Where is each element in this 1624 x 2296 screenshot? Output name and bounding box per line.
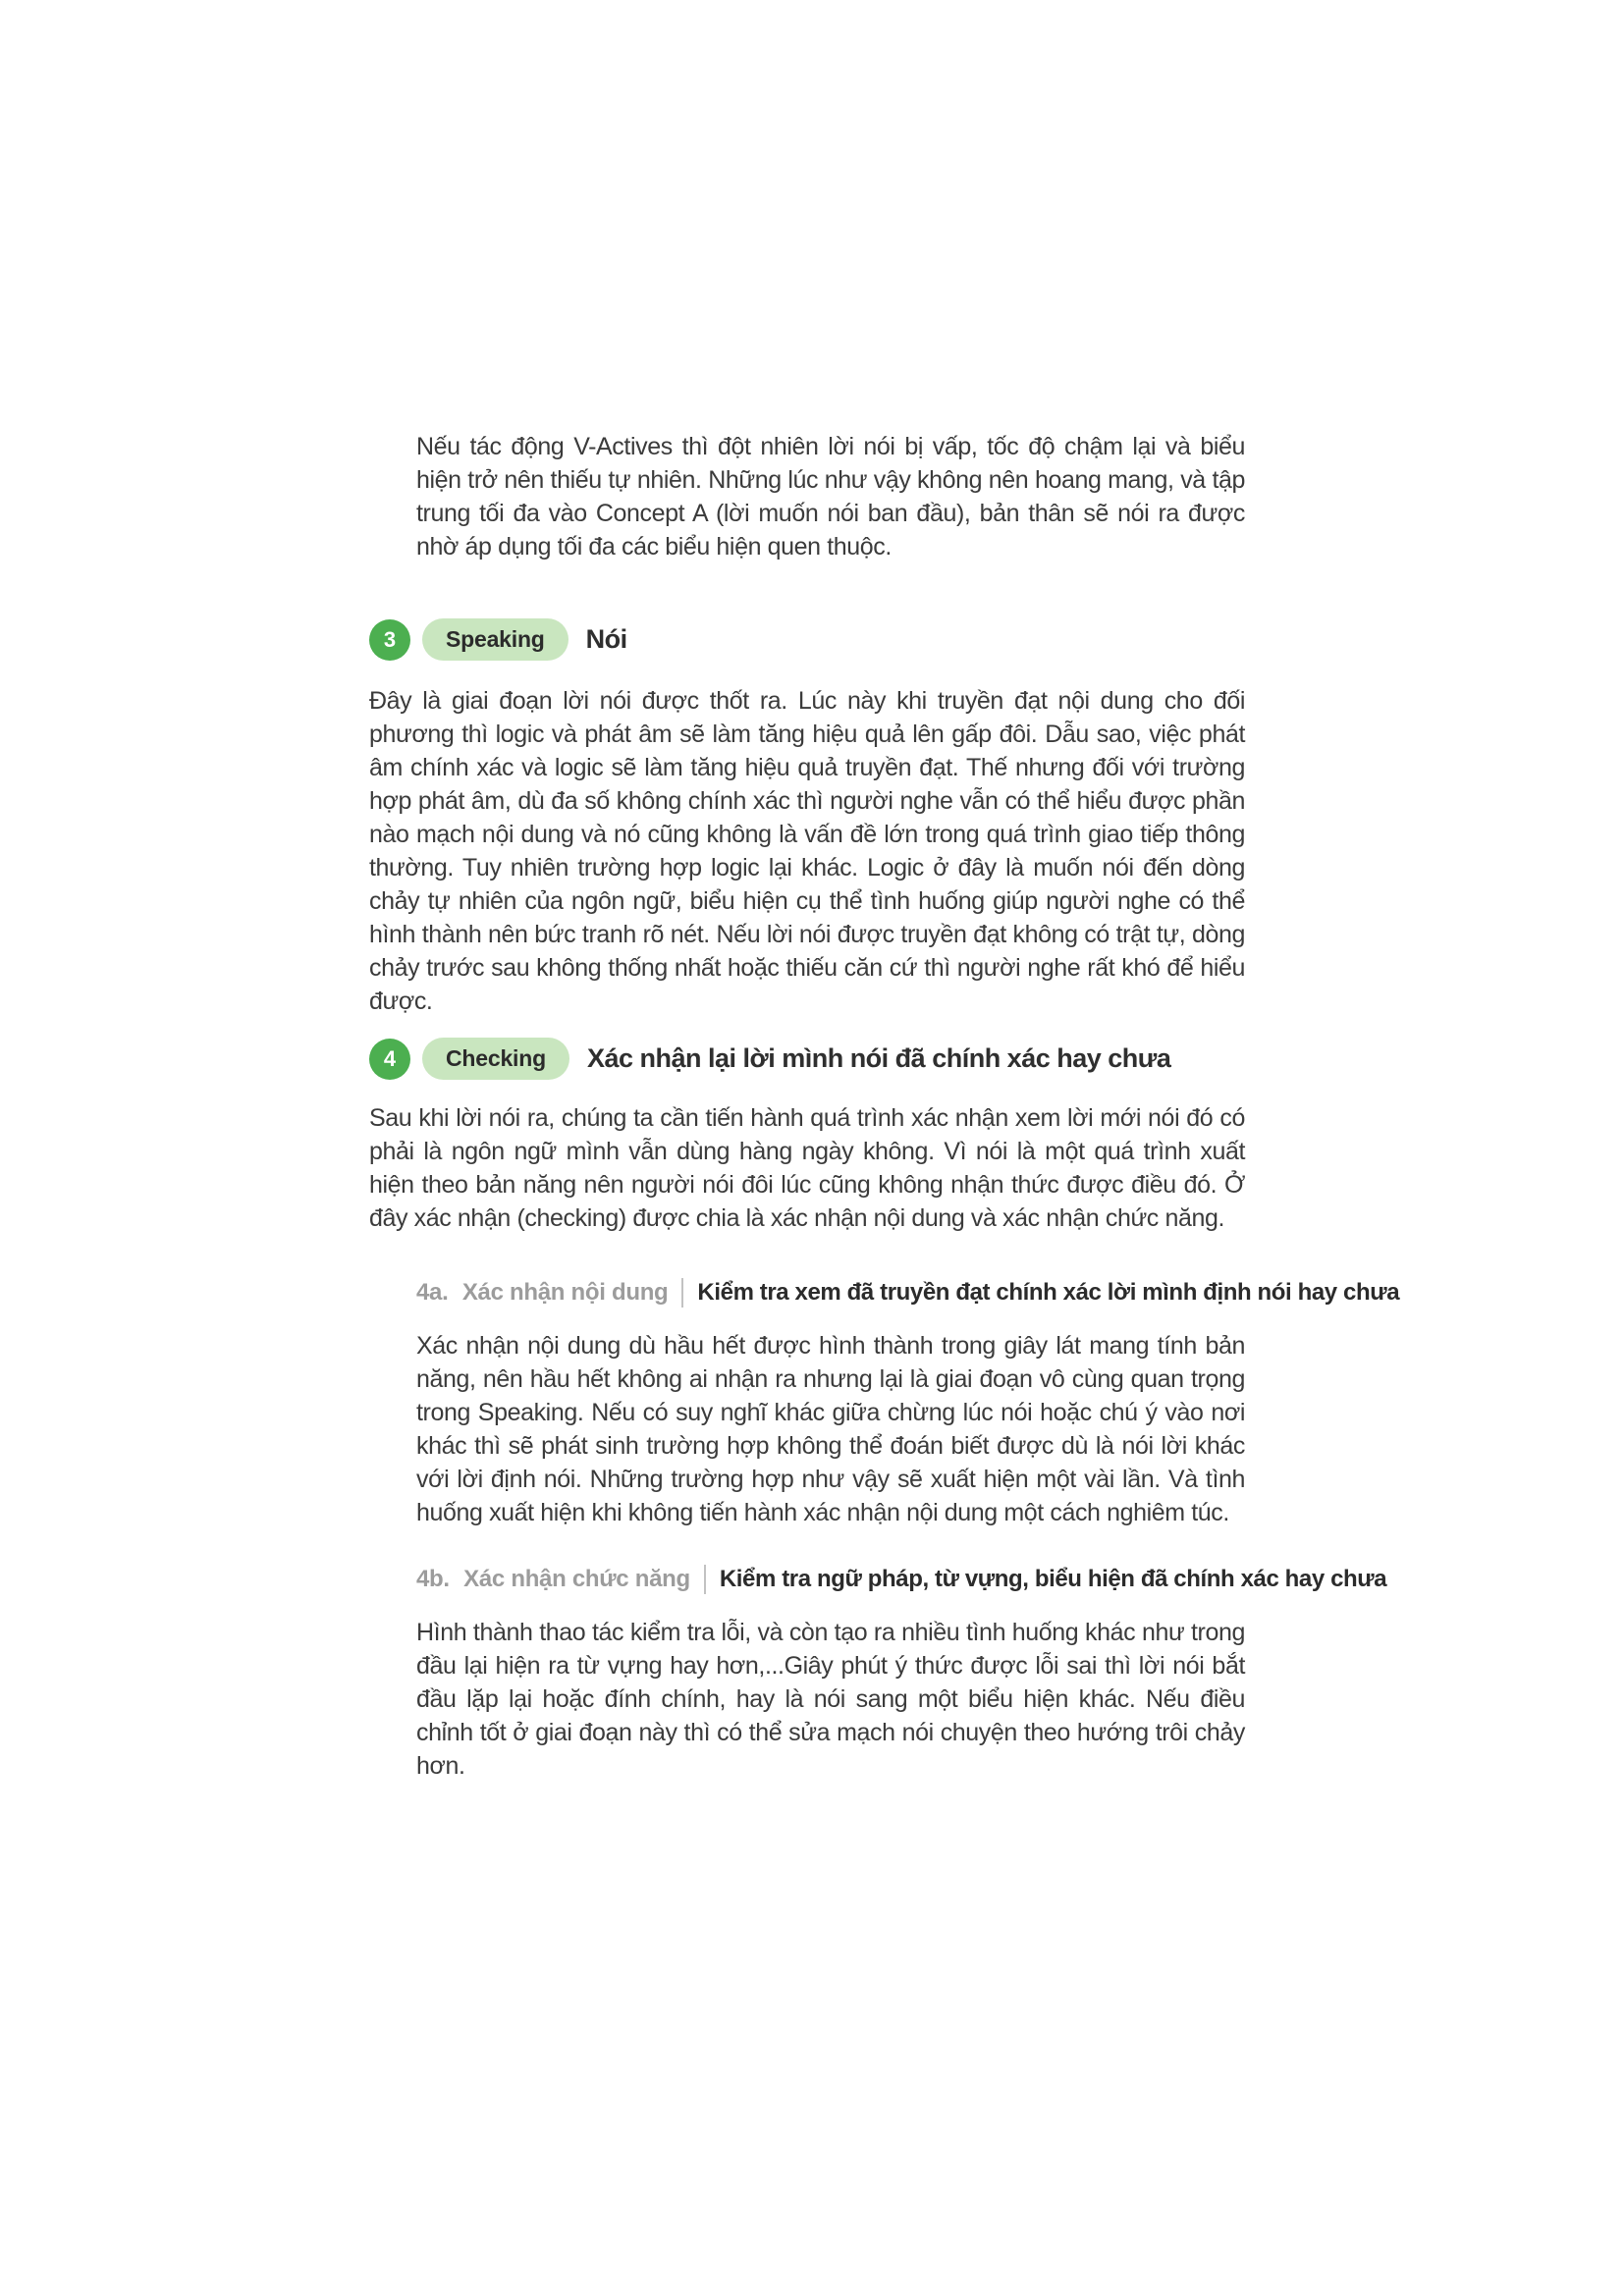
section-category-badge: Checking [422,1038,569,1080]
subsection-title: Kiểm tra ngữ pháp, từ vựng, biểu hiện đã chính xác hay chưa [719,1566,1387,1592]
section-heading-checking [369,1038,1245,1080]
subsection-label [416,1566,690,1593]
subsection-title: Kiểm tra xem đã truyền đạt chính xác lời mình định nói hay chưa [697,1279,1400,1306]
subsection-heading-4a [416,1278,1400,1308]
section-number-badge: 3 [369,619,410,661]
subsection-gray-title: Xác nhận nội dung [461,1279,669,1306]
vertical-divider [704,1565,706,1594]
subsection-number: 4b. [416,1566,450,1592]
section-title: Nói [585,624,627,654]
subsection-heading-4b [416,1565,1387,1594]
section-paragraph: Đây là giai đoạn lời nói được thốt ra. Lúc này khi truyền đạt nội dung cho đối phương thì logic và phát âm sẽ làm tăng hiệu quả lên gấp đôi. Dẫu sao, việc phát âm chính xác và logic sẽ làm tăng hiệu quả truyền đạt. Thế nhưng đối với trường hợp phát âm, dù đa số không chính xác thì người nghe vẫn có thể hiểu được phần nào mạch nội dung và nó cũng không là vấn đề lớn trong quá trình giao tiếp thông thường. Tuy nhiên trường hợp logic lại khác. Logic ở đây là muốn nói đến dòng chảy tự nhiên của ngôn ngữ, biểu hiện cụ thể tình huống giúp người nghe có thể hình thành nên bức tranh rõ nét. Nếu lời nói được truyền đạt không có trật tự, dòng chảy trước sau không thống nhất hoặc thiếu căn cứ thì người nghe rất khó để hiểu được. [369,687,1245,1015]
section-number-badge: 4 [369,1039,410,1080]
subsection-paragraph: Hình thành thao tác kiểm tra lỗi, và còn tạo ra nhiều tình huống khác như trong đầu lại hiện ra từ vựng hay hơn,...Giây phút ý thức được lỗi sai thì lời nói bắt đầu lặp lại hoặc đính chính, hay là nói sang một biểu hiện khác. Nếu điều chỉnh tốt ở giai đoạn này thì có thể sửa mạch nói chuyện theo hướng trôi chảy hơn. [416,1619,1245,1780]
section-heading-speaking [369,618,1245,661]
subsection-paragraph: Xác nhận nội dung dù hầu hết được hình thành trong giây lát mang tính bản năng, nên hầu hết không ai nhận ra nhưng lại là giai đoạn vô cùng quan trọng trong Speaking. Nếu có suy nghĩ khác giữa chừng lúc nói hoặc chú ý vào nơi khác thì sẽ phát sinh trường hợp không thể đoán biết được dù là nói lời khác với lời định nói. Những trường hợp như vậy sẽ xuất hiện một vài lần. Và tình huống xuất hiện khi không tiến hành xác nhận nội dung một cách nghiêm túc. [416,1332,1245,1526]
section-paragraph: Sau khi lời nói ra, chúng ta cần tiến hành quá trình xác nhận xem lời mới nói đó có phải là ngôn ngữ mình vẫn dùng hàng ngày không. Vì nói là một quá trình xuất hiện theo bản năng nên người nói đôi lúc cũng không nhận thức được điều đó. Ở đây xác nhận (checking) được chia là xác nhận nội dung và xác nhận chức năng. [369,1104,1245,1232]
subsection-label [416,1279,668,1307]
section-title: Xác nhận lại lời mình nói đã chính xác hay chưa [586,1043,1171,1073]
intro-paragraph: Nếu tác động V-Actives thì đột nhiên lời nói bị vấp, tốc độ chậm lại và biểu hiện trở nên thiếu tự nhiên. Những lúc như vậy không nên hoang mang, và tập trung tối đa vào Concept A (lời muốn nói ban đầu), bản thân sẽ nói ra được nhờ áp dụng tối đa các biểu hiện quen thuộc. [416,433,1245,561]
section-category-badge: Speaking [422,618,568,661]
vertical-divider [681,1278,683,1308]
subsection-gray-title: Xác nhận chức năng [463,1566,690,1592]
subsection-number: 4a. [416,1279,449,1306]
